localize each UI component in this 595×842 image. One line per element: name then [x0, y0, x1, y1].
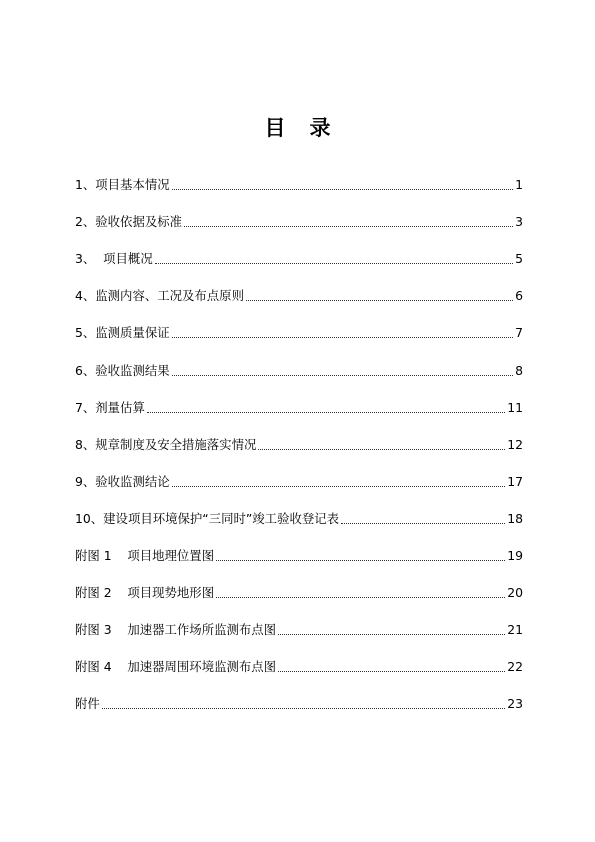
toc-leader-dots — [172, 188, 513, 190]
toc-entry-label: 5、监测质量保证 — [75, 325, 170, 341]
toc-leader-dots — [258, 448, 505, 450]
table-of-contents — [75, 160, 523, 716]
toc-entry[interactable] — [75, 308, 523, 345]
toc-entry[interactable] — [75, 383, 523, 420]
toc-entry-label: 附图 3 加速器工作场所监测布点图 — [75, 622, 277, 638]
toc-entry-label: 7、剂量估算 — [75, 399, 145, 415]
toc-entry[interactable] — [75, 271, 523, 308]
toc-entry-label: 8、规章制度及安全措施落实情况 — [75, 436, 257, 452]
toc-entry[interactable] — [75, 531, 523, 568]
title-char-2: 录 — [309, 116, 331, 140]
toc-leader-dots — [216, 559, 505, 561]
toc-entry-label: 附图 4 加速器周围环境监测布点图 — [75, 659, 277, 675]
toc-entry-label: 附图 2 项目现势地形图 — [75, 585, 215, 601]
toc-entry-label: 4、监测内容、工况及布点原则 — [75, 288, 244, 304]
toc-leader-dots — [278, 670, 505, 672]
toc-leader-dots — [216, 596, 505, 598]
toc-entry-label: 2、验收依据及标准 — [75, 214, 183, 230]
toc-entry[interactable] — [75, 494, 523, 531]
toc-entry[interactable] — [75, 345, 523, 382]
toc-leader-dots — [172, 336, 513, 338]
toc-leader-dots — [246, 299, 513, 301]
toc-entry[interactable] — [75, 197, 523, 234]
toc-entry-page-number: 8 — [515, 362, 523, 378]
toc-leader-dots — [172, 374, 513, 376]
toc-entry[interactable] — [75, 679, 523, 716]
toc-entry[interactable] — [75, 457, 523, 494]
toc-entry-label: 6、验收监测结果 — [75, 362, 170, 378]
toc-entry-page-number: 20 — [507, 585, 523, 601]
toc-entry-page-number: 3 — [515, 214, 523, 230]
toc-entry[interactable] — [75, 420, 523, 457]
toc-entry-label: 附图 1 项目地理位置图 — [75, 548, 215, 564]
toc-entry-page-number: 1 — [515, 177, 523, 193]
toc-leader-dots — [102, 707, 505, 709]
toc-leader-dots — [278, 633, 505, 635]
toc-entry-label: 10、建设项目环境保护“三同时”竣工验收登记表 — [75, 510, 340, 526]
toc-entry[interactable] — [75, 234, 523, 271]
toc-entry[interactable] — [75, 568, 523, 605]
toc-entry-page-number: 7 — [515, 325, 523, 341]
toc-entry-page-number: 19 — [507, 548, 523, 564]
toc-entry-page-number: 18 — [507, 510, 523, 526]
toc-entry-page-number: 12 — [507, 436, 523, 452]
toc-entry-label: 9、验收监测结论 — [75, 473, 170, 489]
toc-entry-page-number: 23 — [507, 696, 523, 712]
toc-entry-page-number: 5 — [515, 251, 523, 267]
page-title — [0, 112, 595, 142]
toc-entry-page-number: 21 — [507, 622, 523, 638]
toc-entry-page-number: 6 — [515, 288, 523, 304]
toc-entry[interactable] — [75, 605, 523, 642]
toc-entry-page-number: 17 — [507, 473, 523, 489]
toc-leader-dots — [184, 225, 513, 227]
toc-leader-dots — [341, 522, 505, 524]
toc-entry[interactable] — [75, 160, 523, 197]
toc-entry-label: 附件 — [75, 696, 100, 712]
title-char-1: 目 — [264, 116, 286, 140]
toc-entry[interactable] — [75, 642, 523, 679]
toc-leader-dots — [147, 411, 505, 413]
toc-leader-dots — [155, 262, 513, 264]
toc-leader-dots — [172, 485, 506, 487]
toc-entry-label: 1、项目基本情况 — [75, 177, 170, 193]
toc-entry-label: 3、 项目概况 — [75, 251, 153, 267]
toc-entry-page-number: 22 — [507, 659, 523, 675]
toc-entry-page-number: 11 — [507, 399, 523, 415]
